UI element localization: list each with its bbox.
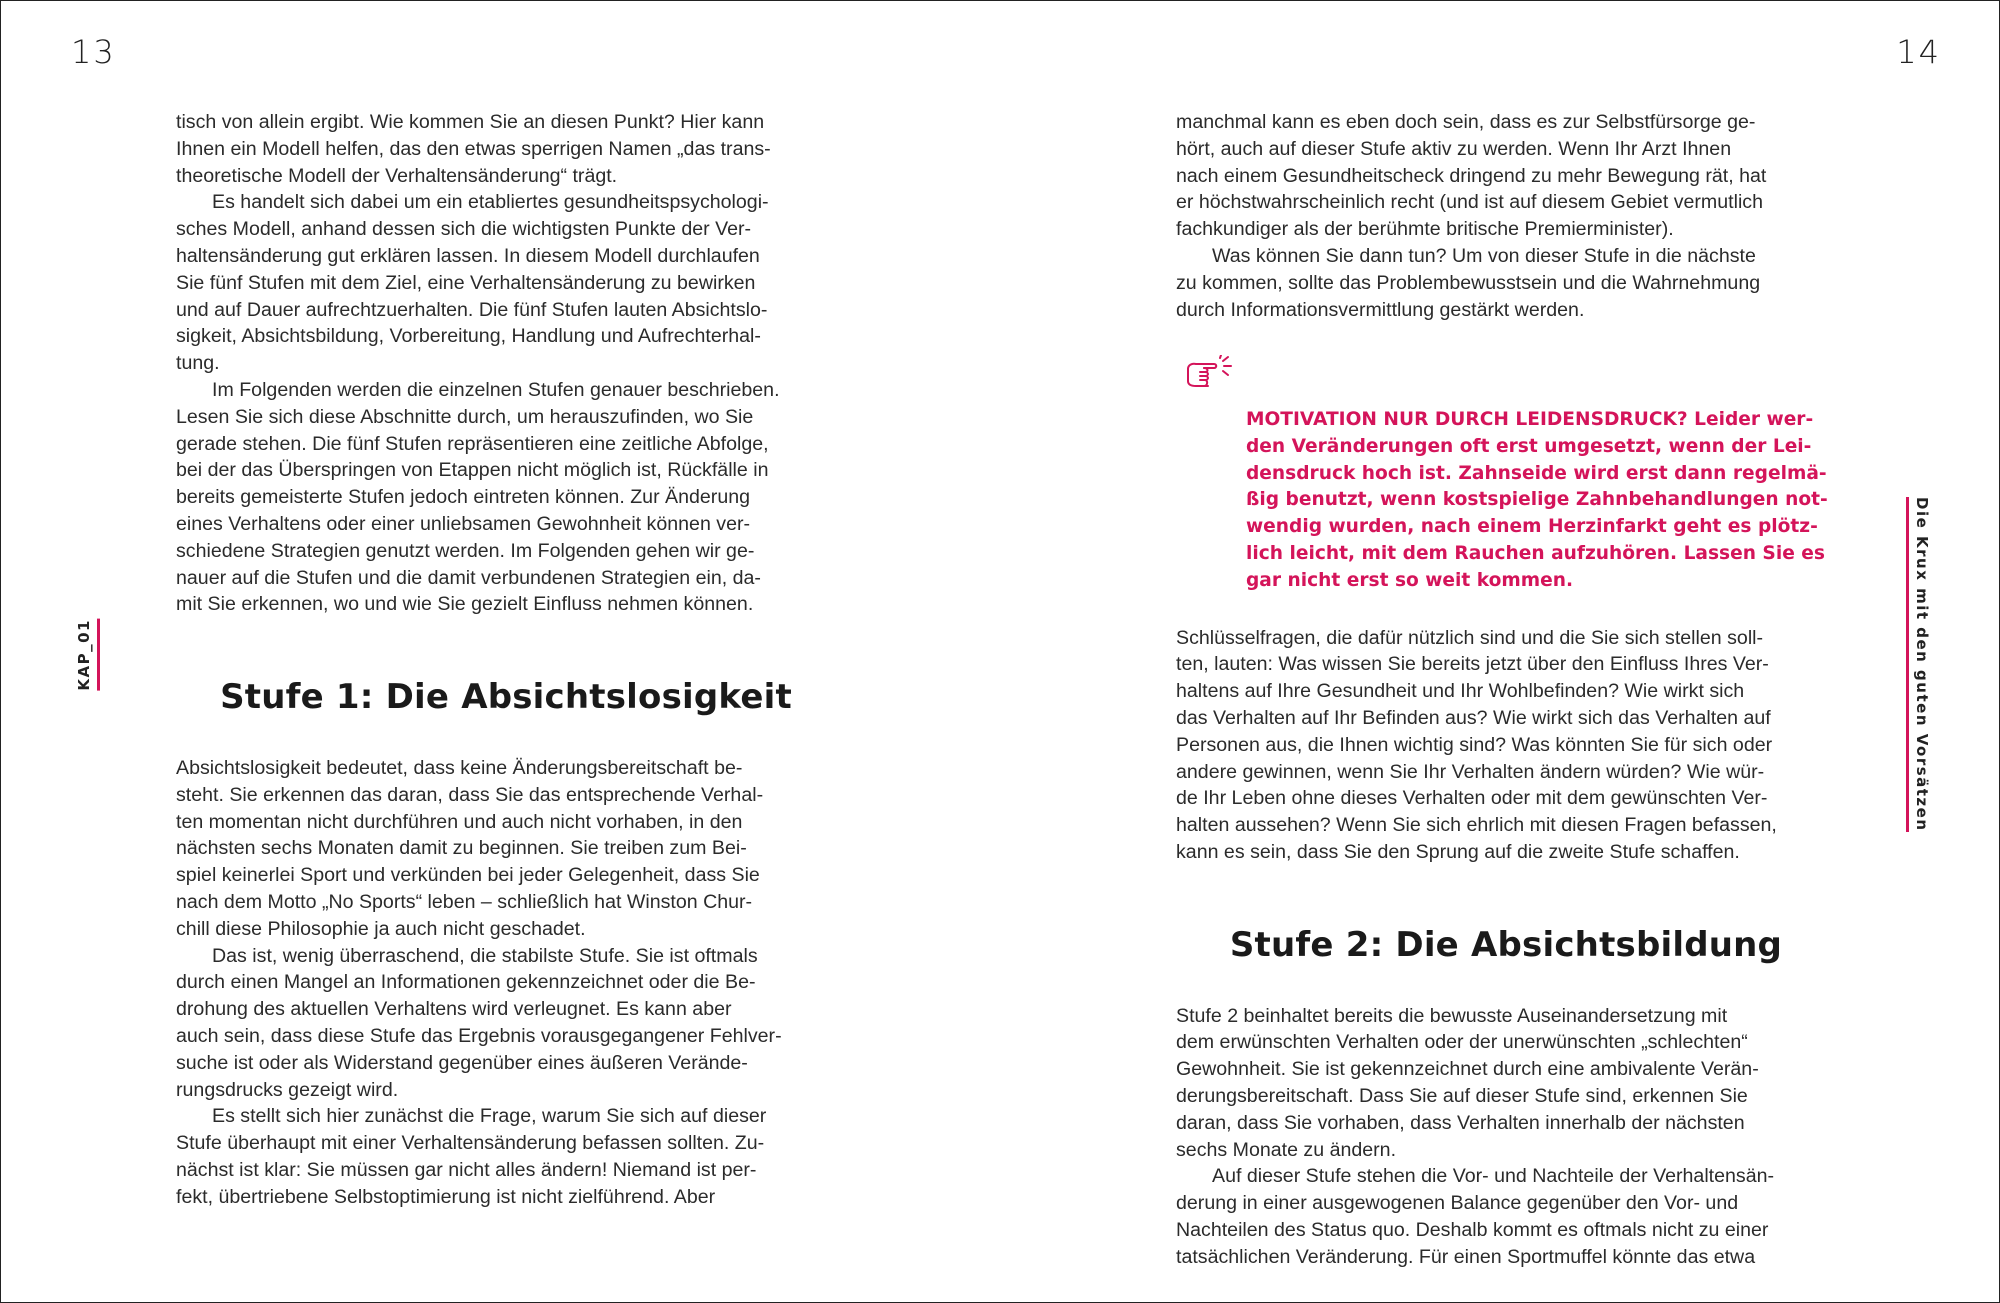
paragraph: Im Folgenden werden die einzelnen Stufen genauer beschrieben. Lesen Sie sich diese Abschnitte durch, um herauszufinden, wo Sie gerade stehen. Die fünf Stufen repräsentieren eine zeitliche Abfolge, bei der das Überspringen von Etappen nicht möglich ist, Rückfälle in bereits gemeisterte Stufen jedoch eintreten können. Zur Änderung eines Verhaltens oder einer unliebsamen Gewohnheit können ver- schiedene Strategien genutzt werden. Im Folgenden gehen wir ge- nauer auf die Stufen und die damit verbundenen Strategien ein, da- mit Sie erkennen, wo und wie Sie gezielt Einfluss nehmen können. (176, 378, 780, 616)
chapter-tab: KAP_01 (75, 619, 100, 691)
tip-box (1176, 353, 1836, 594)
pointing-hand-icon (1184, 355, 1238, 389)
paragraph: Was können Sie dann tun? Um von dieser Stufe in die nächste zu kommen, sollte das Problembewusstsein und die Wahrnehmung durch Informationsvermittlung gestärkt werden. (1176, 244, 1761, 321)
paragraph: manchmal kann es eben doch sein, dass es zur Selbstfürsorge ge- hört, auch auf dieser Stufe aktiv zu werden. Wenn Ihr Arzt Ihnen nach einem Gesundheitscheck dringend zu mehr Bewegung rät, hat er höchstwahrscheinlich recht (und ist auf diesem Gebiet vermutlich fachkundiger als der berühmte britische Premierminister). (1176, 111, 1767, 241)
paragraph: Absichtslosigkeit bedeutet, dass keine Änderungsbereitschaft be- steht. Sie erkennen das daran, dass Sie das entsprechende Verhal- ten momentan nicht durchführen und auch nicht vorhaben, in den nächsten sechs Monaten damit zu beginnen. Sie treiben zum Bei- spiel keinerlei Sport und verkünden bei jeder Gelegenheit, dass Sie nach dem Motto „No Sports“ leben – schließlich hat Winston Chur- chill diese Philosophie ja auch nicht geschadet. (176, 756, 764, 940)
paragraph: Schlüsselfragen, die dafür nützlich sind und die Sie sich stellen soll- ten, lauten: Was wissen Sie bereits jetzt über den Einfluss Ihres Ver- haltens auf Ihre Gesundheit und Ihr Wohlbefinden? Wie wirkt sich das Verhalten auf Ihr Befinden aus? Wie wirkt sich das Verhalten auf Personen aus, die Ihnen wichtig sind? Was könnten Sie für sich oder andere gewinnen, wenn Sie Ihr Verhalten ändern würden? Wie wür- de Ihr Leben ohne dieses Verhalten oder mit dem gewünschten Ver- halten aussehen? Wenn Sie sich ehrlich mit diesen Fragen befassen, kann es sein, dass Sie den Sprung auf die zweite Stufe schaffen. (1176, 626, 1777, 863)
paragraph: tisch von allein ergibt. Wie kommen Sie an diesen Punkt? Hier kann Ihnen ein Modell helfen, das den etwas sperrigen Namen „das trans- theoretische Modell der Verhaltensänderung“ trägt. (176, 111, 771, 187)
right-page-body (1176, 109, 1836, 1270)
section-heading: Stufe 1: Die Absichtslosigkeit (220, 677, 792, 718)
paragraph: Das ist, wenig überraschend, die stabilste Stufe. Sie ist oftmals durch einen Mangel an Informationen gekennzeichnet oder die Be- drohung des aktuellen Verhaltens wird verleugnet. Es kann aber auch sein, dass diese Stufe das Ergebnis vorausgegangener Fehlver- suche ist oder als Widerstand gegenüber eines äußeren Verände- rungsdrucks gezeigt wird. (176, 944, 782, 1101)
running-title-tab: Die Krux mit den guten Vorsätzen (1906, 497, 1931, 832)
section-heading: Stufe 2: Die Absichtsbildung (1229, 924, 1783, 965)
paragraph: Es stellt sich hier zunächst die Frage, warum Sie sich auf dieser Stufe überhaupt mit einer Verhaltensänderung befassen sollten. Zu- nächst ist klar: Sie müssen gar nicht alles ändern! Niemand ist per- fekt, übertriebene Selbstoptimierung ist nicht zielführend. Aber (176, 1105, 767, 1208)
paragraph: Auf dieser Stufe stehen die Vor- und Nachteile der Verhaltensän- derung in einer ausgewogenen Balance gegenüber den Vor- und Nachteilen des Status quo. Deshalb kommt es oftmals nicht zu einer tatsächlichen Veränderung. Für einen Sportmuffel könnte das etwa (1176, 1165, 1775, 1268)
page-number-left: 13 (71, 33, 116, 71)
paragraph: Es handelt sich dabei um ein etabliertes gesundheitspsychologi- sches Modell, anhand dessen sich die wichtigsten Punkte der Ver- haltensänderung gut erklären lassen. In diesem Modell durchlaufen Sie fünf Stufen mit dem Ziel, eine Verhaltensänderung zu bewirken und auf Dauer aufrechtzuerhalten. Die fünf Stufen lauten Absichtslo- sigkeit, Absichtsbildung, Vorbereitung, Handlung und Aufrechterhal- tung. (176, 191, 769, 375)
page-number-right: 14 (1896, 33, 1941, 71)
paragraph: Stufe 2 beinhaltet bereits die bewusste Auseinandersetzung mit dem erwünschten Verhalten oder der unerwünschten „schlechten“ Gewohnheit. Sie ist gekennzeichnet durch eine ambivalente Verän- derungsbereitschaft. Dass Sie auf dieser Stufe sind, erkennen Sie daran, dass Sie vorhaben, dass Verhalten innerhalb der nächsten sechs Monate zu ändern. (1176, 1004, 1759, 1161)
tip-text: MOTIVATION NUR DURCH LEIDENSDRUCK? Leider wer- den Veränderungen oft erst umgesetzt, wenn der Lei- densdruck hoch ist. Zahnseide wird erst dann regelmä- ßig benutzt, wenn kostspielige Zahnbehandlungen not- wendig wurden, nach einem Herzinfarkt geht es plötz- lich leicht, mit dem Rauchen aufzuhören. Lassen Sie es gar nicht erst so weit kommen. (1246, 408, 1828, 591)
left-page-body (176, 109, 836, 1210)
